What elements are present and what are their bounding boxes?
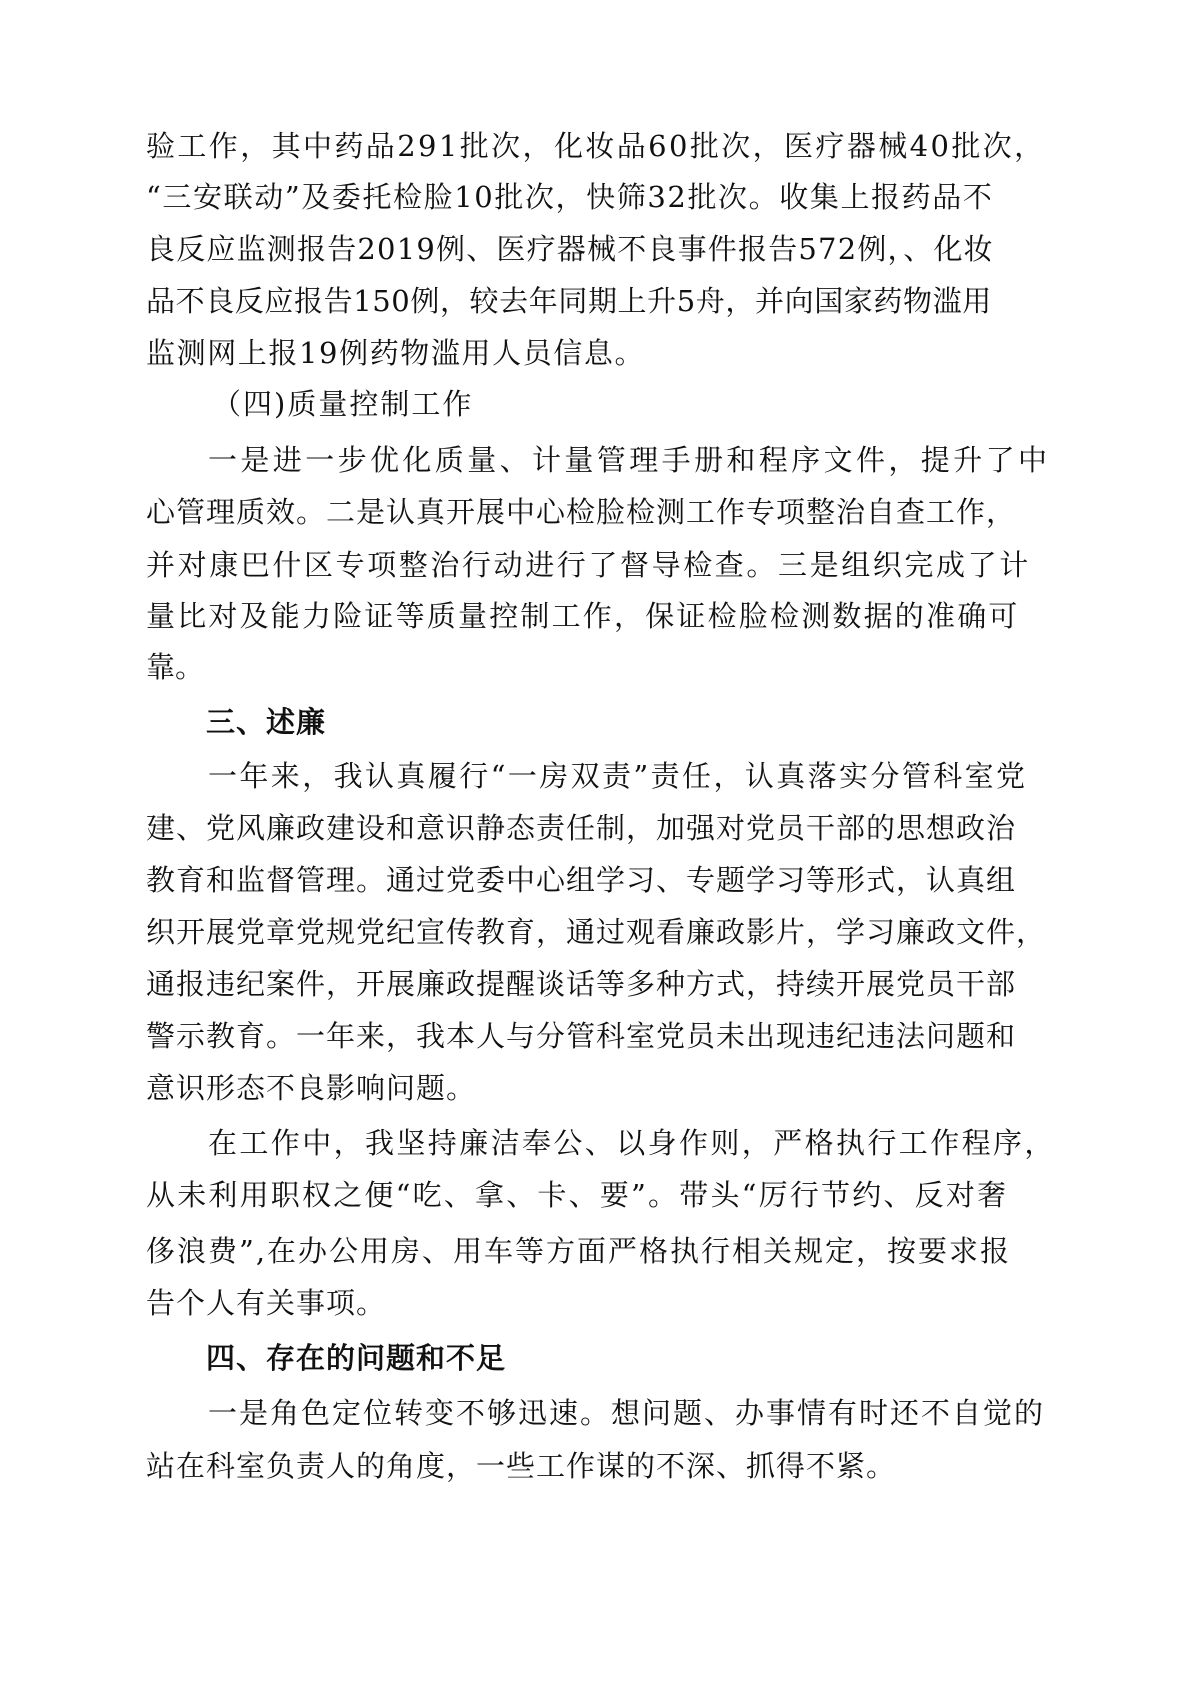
paragraph-line-18: 警示教育。一年来，我本人与分管科室党员未出现违纪违法问题和 xyxy=(146,1019,1017,1053)
paragraph-line-15: 教育和监督管理。通过党委中心组学习、专题学习等形式，认真组 xyxy=(146,863,1017,897)
paragraph-line-26: 站在科室负责人的角度，一些工作谋的不深、抓得不紧。 xyxy=(146,1449,897,1483)
section-heading-problems: 四、存在的问题和不足 xyxy=(206,1341,507,1375)
paragraph-line-4: 品不良反应报告150例，较去年同期上升5舟，并向国家药物滥用 xyxy=(146,284,992,318)
paragraph-line-16: 织开展党章党规党纪宣传教育，通过观看廉政影片，学习廉政文件， xyxy=(146,915,1047,949)
paragraph-line-13: 一年来，我认真履行“一房双责”责任，认真落实分管科室党 xyxy=(208,759,1028,793)
paragraph-line-3: 良反应监测报告2019例、医疗器械不良事件报告572例，、化妆 xyxy=(146,232,994,266)
paragraph-line-1: 验工作，其中药品291批次，化妆品60批次，医疗器械40批次， xyxy=(146,129,1046,163)
paragraph-line-7: 一是进一步优化质量、计量管理手册和程序文件，提升了中 xyxy=(208,443,1051,477)
paragraph-line-10: 量比对及能力险证等质量控制工作，保证检脸检测数据的准确可 xyxy=(146,599,1020,633)
paragraph-line-22: 侈浪费”,在办公用房、用车等方面严格执行相关规定，按要求报 xyxy=(146,1234,1012,1268)
paragraph-line-5: 监测网上报19例药物滥用人员信息。 xyxy=(146,336,646,370)
paragraph-line-20: 在工作中，我坚持廉洁奉公、以身作则，严格执行工作程序， xyxy=(208,1126,1056,1160)
paragraph-line-23: 告个人有关事项。 xyxy=(146,1286,387,1320)
paragraph-line-2: “三安联动”及委托检脸10批次，快筛32批次。收集上报药品不 xyxy=(146,180,994,214)
paragraph-line-14: 建、党风廉政建设和意识静态责任制，加强对党员干部的思想政治 xyxy=(146,811,1017,845)
paragraph-line-17: 通报违纪案件，开展廉政提醒谈话等多种方式，持续开展党员干部 xyxy=(146,967,1017,1001)
paragraph-line-9: 并对康巴什区专项整治行动进行了督导检查。三是组织完成了计 xyxy=(146,548,1031,582)
section-heading-integrity: 三、述廉 xyxy=(206,705,327,739)
paragraph-line-8: 心管理质效。二是认真开展中心检脸检测工作专项整治自查工作， xyxy=(146,495,1017,529)
paragraph-line-21: 从未利用职权之便“吃、拿、卡、要”。带头“厉行节约、反对奢 xyxy=(146,1178,1009,1212)
subheading-quality-control: （四)质量控制工作 xyxy=(212,387,474,421)
paragraph-line-19: 意识形态不良影响问题。 xyxy=(146,1071,477,1105)
paragraph-line-11: 靠。 xyxy=(146,650,205,684)
paragraph-line-25: 一是角色定位转变不够迅速。想问题、办事情有时还不自觉的 xyxy=(208,1396,1046,1430)
